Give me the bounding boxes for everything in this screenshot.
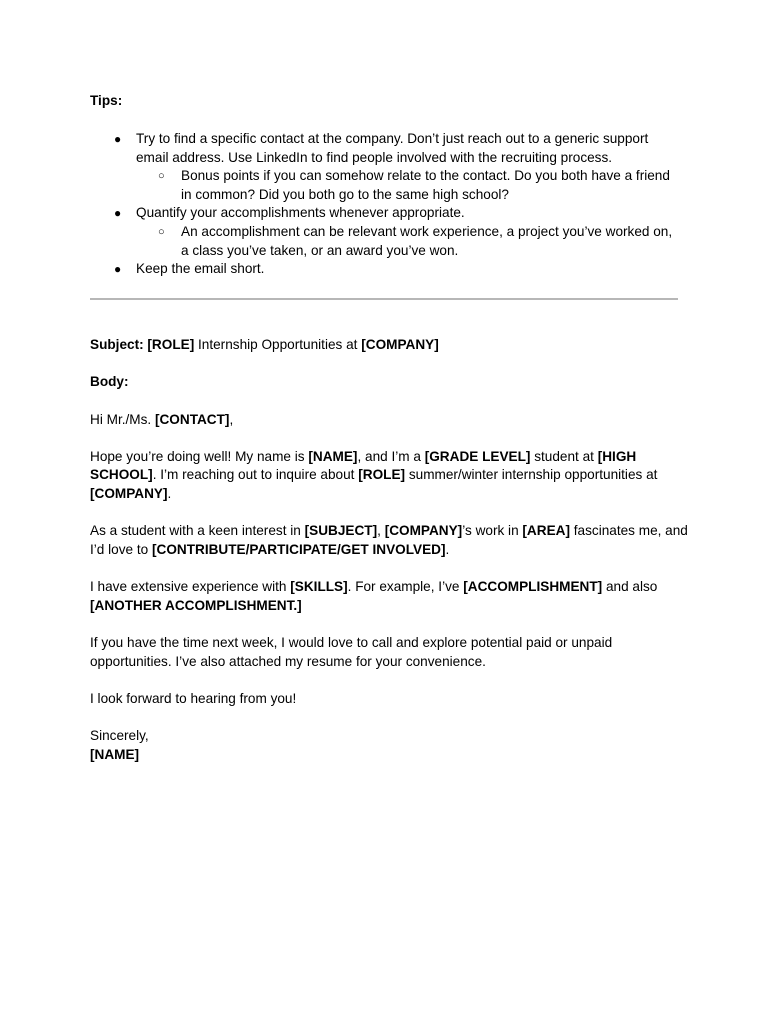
placeholder-contribute: [CONTRIBUTE/PARTICIPATE/GET INVOLVED]: [151, 541, 446, 557]
placeholder-name: [NAME]: [308, 448, 358, 464]
email-subject-line: [90, 336, 690, 355]
tip-item: [0, 204, 768, 223]
subject-text: Internship Opportunities at: [194, 337, 362, 352]
placeholder-role: [ROLE]: [147, 337, 195, 352]
para-text: student at: [530, 448, 598, 464]
para-text: fascinates me, and I’d love to: [90, 523, 688, 557]
bullet-disc-icon: ●: [114, 262, 122, 277]
tip-item: [0, 130, 768, 167]
para-text: As a student with a keen interest in: [90, 523, 305, 539]
tip-text: Try to find a specific contact at the company. Don’t just reach out to a generic support email address. Use LinkedIn to find people involved with the recruiting process.: [136, 131, 649, 165]
placeholder-another-accomplishment: [ANOTHER ACCOMPLISHMENT.]: [90, 597, 302, 613]
email-paragraph-closing-line: I look forward to hearing from you!: [90, 690, 297, 706]
email-body-label-line: [90, 373, 690, 392]
placeholder-company: [COMPANY]: [361, 337, 439, 352]
para-text: summer/winter internship opportunities at: [405, 467, 658, 483]
placeholder-signature-name: [NAME]: [90, 746, 140, 762]
body-label: Body:: [90, 374, 129, 390]
para-text: . For example, I’ve: [347, 579, 464, 595]
tip-text: Quantify your accomplishments whenever appropriate.: [136, 205, 465, 221]
para-text: , and I’m a: [357, 448, 425, 464]
placeholder-area: [AREA]: [522, 523, 570, 539]
email-paragraph-experience: [90, 578, 690, 615]
tips-heading: Tips:: [90, 93, 123, 108]
para-text: Hope you’re doing well! My name is: [90, 448, 309, 464]
tip-subitem: [0, 223, 768, 260]
tip-subitem: [0, 167, 768, 204]
email-signoff: [90, 727, 690, 764]
email-template: [90, 336, 690, 764]
tip-subtext: Bonus points if you can somehow relate to the contact. Do you both have a friend in common? Did you both go to the same high school?: [181, 168, 670, 202]
bullet-disc-icon: ●: [114, 206, 122, 221]
closing-text: Sincerely,: [90, 728, 149, 744]
tip-subtext: An accomplishment can be relevant work experience, a project you’ve worked on, a class you’ve taken, or an award you’ve won.: [181, 223, 673, 258]
para-text: ’s work in: [462, 523, 523, 539]
email-paragraph-interest: [90, 522, 690, 559]
placeholder-grade-level: [GRADE LEVEL]: [424, 448, 531, 464]
tip-text: Keep the email short.: [136, 261, 265, 277]
placeholder-contact: [CONTACT]: [154, 411, 230, 427]
placeholder-skills: [SKILLS]: [290, 579, 348, 595]
email-paragraph-call: If you have the time next week, I would love to call and explore potential paid or unpaid opportunities. I’ve also attached my resume for your convenience.: [90, 635, 613, 669]
placeholder-high-school: [HIGH SCHOOL]: [90, 448, 637, 483]
para-text: I have extensive experience with: [90, 579, 291, 595]
bullet-circle-icon: ○: [158, 170, 165, 183]
bullet-disc-icon: ●: [114, 132, 122, 146]
placeholder-subject: [SUBJECT]: [304, 523, 378, 539]
para-text: . I’m reaching out to inquire about: [152, 467, 359, 483]
greeting-text: Hi Mr./Ms.: [90, 411, 155, 427]
bullet-circle-icon: ○: [158, 225, 165, 238]
para-text: and also: [602, 579, 658, 595]
placeholder-accomplishment: [ACCOMPLISHMENT]: [463, 579, 603, 595]
placeholder-company: [COMPANY]: [384, 523, 463, 539]
horizontal-divider: [90, 298, 678, 300]
greeting-comma: ,: [229, 411, 234, 427]
placeholder-company: [COMPANY]: [90, 486, 168, 502]
para-text: ,: [377, 523, 385, 539]
para-text: .: [445, 541, 450, 557]
subject-label: Subject:: [90, 337, 144, 352]
tips-list: [0, 130, 768, 279]
tip-item: [0, 260, 768, 279]
placeholder-role: [ROLE]: [358, 467, 406, 483]
para-text: .: [167, 486, 172, 502]
email-paragraph-intro: [90, 448, 690, 504]
email-greeting: [90, 411, 690, 430]
